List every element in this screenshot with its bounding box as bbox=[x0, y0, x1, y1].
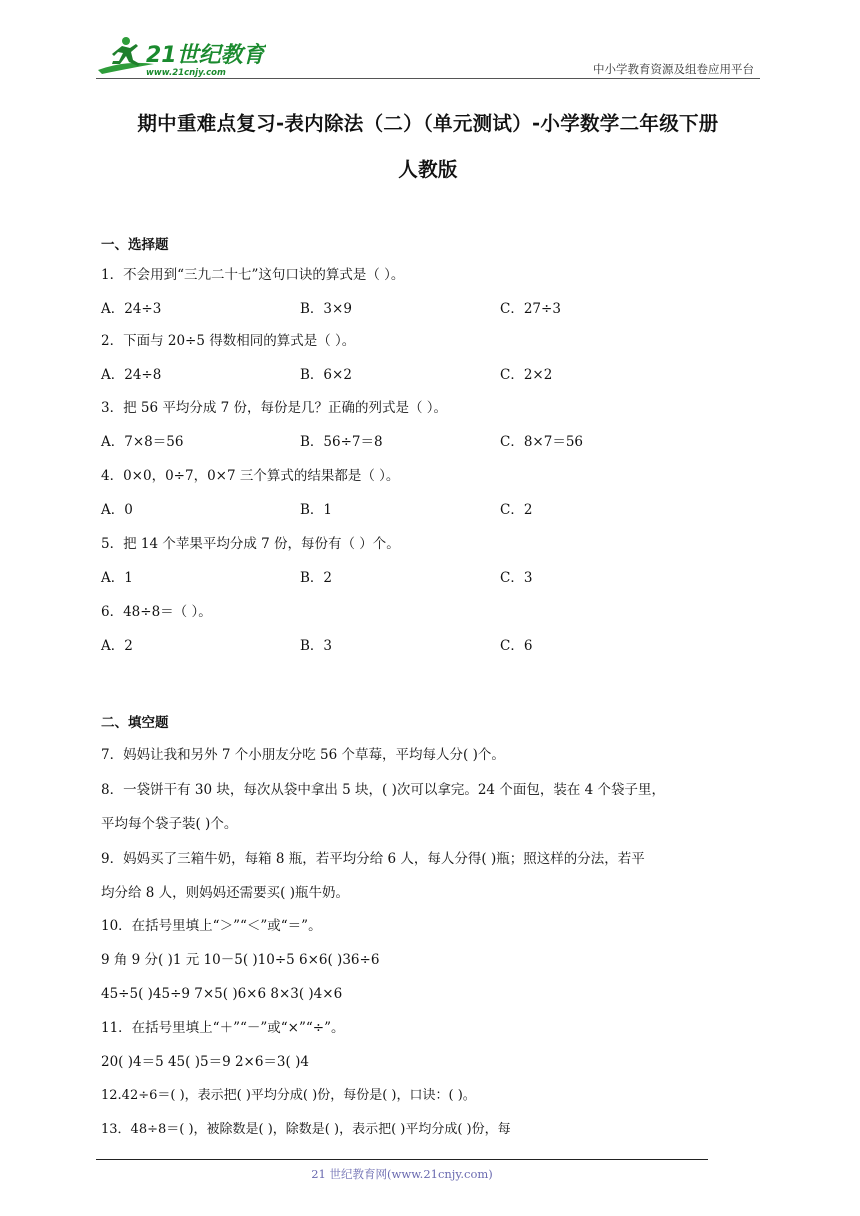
site-logo bbox=[96, 34, 266, 78]
logo-url: www.21cnjy.com bbox=[146, 68, 226, 78]
question-8: 8．一袋饼干有 30 块，每次从袋中拿出 5 块，( )次可以拿完。24 个面包，装在 4 个袋子里， bbox=[101, 782, 665, 798]
question-12: 12.42÷6＝( )，表示把( )平均分成( )份，每份是( )，口诀：( )。 bbox=[101, 1088, 476, 1103]
page-title: 期中重难点复习-表内除法（二）（单元测试）-小学数学二年级下册 bbox=[137, 112, 719, 135]
q2-option-b: B．6×2 bbox=[300, 367, 352, 383]
header-divider bbox=[96, 78, 760, 79]
q5-option-a: A．1 bbox=[101, 570, 133, 586]
page-header bbox=[96, 30, 760, 80]
q5-option-b: B．2 bbox=[300, 570, 333, 586]
q6-option-b: B．3 bbox=[300, 638, 333, 654]
question-9-cont: 均分给 8 人，则妈妈还需要买( )瓶牛奶。 bbox=[101, 885, 349, 901]
question-1: 1．不会用到“三九二十七”这句口诀的算式是（ ）。 bbox=[101, 267, 405, 283]
question-7: 7．妈妈让我和另外 7 个小朋友分吃 56 个草莓，平均每人分( )个。 bbox=[101, 747, 505, 763]
question-10-row1: 9 角 9 分( )1 元 10－5( )10÷5 6×6( )36÷6 bbox=[101, 952, 380, 968]
section-heading-fill: 二、填空题 bbox=[101, 715, 169, 731]
q4-option-a: A．0 bbox=[101, 502, 133, 518]
platform-label: 中小学教育资源及组卷应用平台 bbox=[593, 62, 754, 76]
section-heading-choice: 一、选择题 bbox=[101, 237, 169, 253]
q4-option-b: B．1 bbox=[300, 502, 333, 518]
question-11-row: 20( )4＝5 45( )5＝9 2×6＝3( )4 bbox=[101, 1054, 309, 1070]
question-13: 13．48÷8＝( )，被除数是( )，除数是( )，表示把( )平均分成( )份，每 bbox=[101, 1122, 511, 1137]
q6-option-c: C．6 bbox=[500, 638, 533, 654]
question-4: 4．0×0，0÷7，0×7 三个算式的结果都是（ ）。 bbox=[101, 468, 400, 484]
q3-option-a: A．7×8＝56 bbox=[101, 434, 184, 450]
q3-option-b: B．56÷7＝8 bbox=[300, 434, 383, 450]
question-2: 2．下面与 20÷5 得数相同的算式是（ ）。 bbox=[101, 333, 356, 349]
q6-option-a: A．2 bbox=[101, 638, 133, 654]
runner-logo-icon bbox=[96, 34, 266, 78]
question-5: 5．把 14 个苹果平均分成 7 份，每份有（ ）个。 bbox=[101, 536, 400, 552]
question-11: 11．在括号里填上“＋”“－”或“×”“÷”。 bbox=[101, 1020, 345, 1036]
footer-divider bbox=[96, 1159, 708, 1160]
question-8-cont: 平均每个袋子装( )个。 bbox=[101, 816, 238, 832]
q5-option-c: C．3 bbox=[500, 570, 533, 586]
q4-option-c: C．2 bbox=[500, 502, 533, 518]
q2-option-c: C．2×2 bbox=[500, 367, 553, 383]
page-title-line2: 人教版 bbox=[398, 158, 458, 181]
footer-text: 21 世纪教育网(www.21cnjy.com) bbox=[311, 1167, 493, 1181]
question-9: 9．妈妈买了三箱牛奶，每箱 8 瓶，若平均分给 6 人，每人分得( )瓶；照这样的分法，若平 bbox=[101, 851, 645, 867]
logo-text: 21世纪教育 bbox=[146, 43, 265, 68]
q2-option-a: A．24÷8 bbox=[101, 367, 162, 383]
q3-option-c: C．8×7＝56 bbox=[500, 434, 583, 450]
question-6: 6．48÷8＝（ ）。 bbox=[101, 604, 212, 620]
q1-option-b: B．3×9 bbox=[300, 301, 352, 317]
q1-option-c: C．27÷3 bbox=[500, 301, 561, 317]
question-10-row2: 45÷5( )45÷9 7×5( )6×6 8×3( )4×6 bbox=[101, 986, 343, 1002]
question-3: 3．把 56 平均分成 7 份，每份是几？正确的列式是（ ）。 bbox=[101, 400, 448, 416]
question-10: 10．在括号里填上“＞”“＜”或“＝”。 bbox=[101, 918, 322, 934]
q1-option-a: A．24÷3 bbox=[101, 301, 162, 317]
